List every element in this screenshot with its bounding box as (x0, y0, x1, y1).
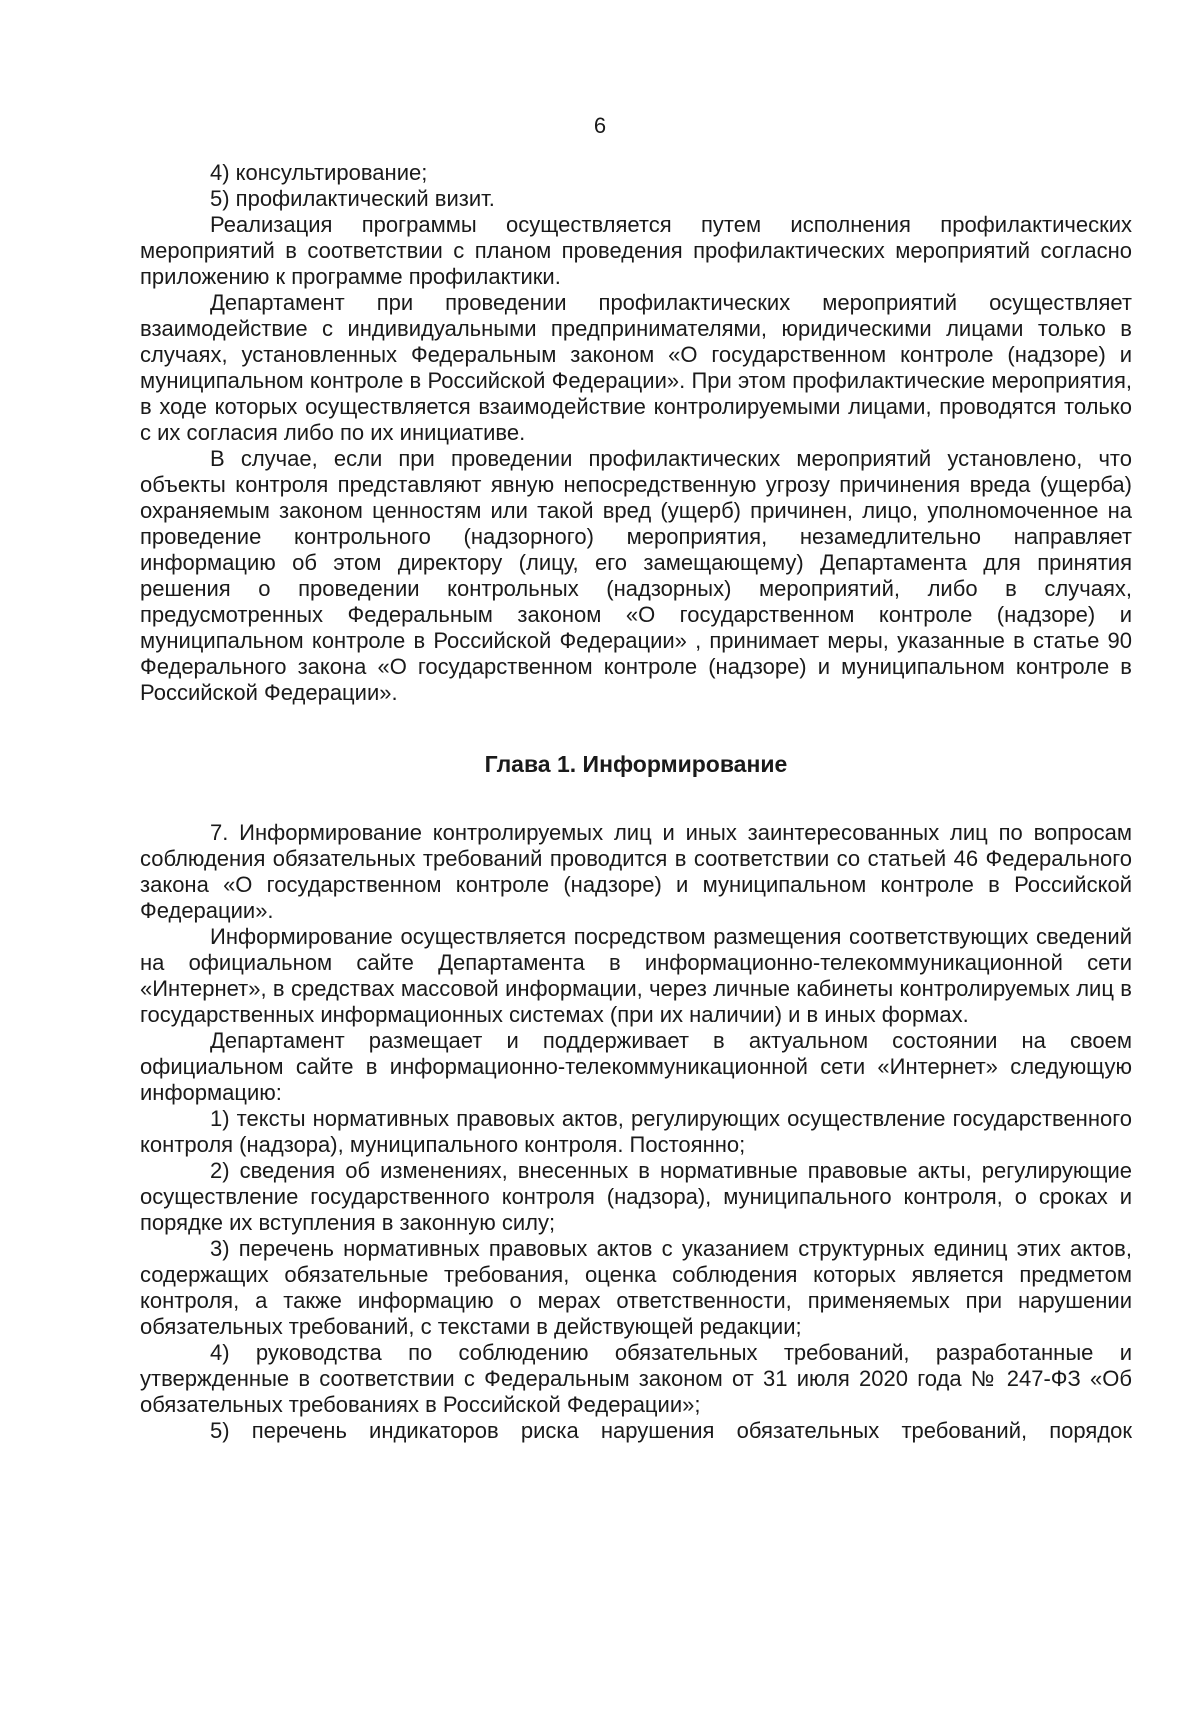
chapter-list-item: 5) перечень индикаторов риска нарушения обязательных требований, порядок (210, 1418, 1132, 1443)
document-body (140, 160, 1132, 1444)
intro-paragraph: Департамент при проведении профилактических мероприятий осуществляет взаимодействие с индивидуальными предпринимателями, юридическими лицами только в случаях, установленных Федеральным законом «О государственном контроле (надзоре) и муниципальном контроле в Российской Федерации». При этом профилактические мероприятия, в ходе которых осуществляется взаимодействие контролируемыми лицами, проводятся только с их согласия либо по их инициативе. (140, 290, 1132, 445)
chapter-title: Глава 1. Информирование (484, 751, 788, 777)
page-number: 6 (593, 113, 607, 138)
chapter-list-item: 1) тексты нормативных правовых актов, регулирующих осуществление государственного контроля (надзора), муниципального контроля. Постоянно; (140, 1106, 1132, 1157)
chapter-list-item: 4) руководства по соблюдению обязательных требований, разработанные и утвержденные в соответствии с Федеральным законом от 31 июля 2020 года № 247-ФЗ «Об обязательных требованиях в Российской Федерации»; (140, 1340, 1132, 1417)
intro-paragraph: В случае, если при проведении профилактических мероприятий установлено, что объекты контроля представляют явную непосредственную угрозу причинения вреда (ущерба) охраняемым законом ценностям или такой вред (ущерб) причинен, лицо, уполномоченное на проведение контрольного (надзорного) мероприятия, незамедлительно направляет информацию об этом директору (лицу, его замещающему) Департамента для принятия решения о проведении контрольных (надзорных) мероприятий, либо в случаях, предусмотренных Федеральным законом «О государственном контроле (надзоре) и муниципальном контроле в Российской Федерации» , принимает меры, указанные в статье 90 Федерального закона «О государственном контроле (надзоре) и муниципальном контроле в Российской Федерации». (140, 446, 1132, 705)
intro-list-item: 5) профилактический визит. (210, 186, 495, 211)
chapter-list-item: 3) перечень нормативных правовых актов с указанием структурных единиц этих актов, содержащих обязательные требования, оценка соблюдения которых является предметом контроля, а также информацию о мерах ответственности, применяемых при нарушении обязательных требований, с текстами в действующей редакции; (140, 1236, 1132, 1339)
chapter-list-item: 2) сведения об изменениях, внесенных в нормативные правовые акты, регулирующие осуществление государственного контроля (надзора), муниципального контроля, о сроках и порядке их вступления в законную силу; (140, 1158, 1132, 1235)
intro-list-item: 4) консультирование; (210, 160, 428, 185)
intro-paragraph: Реализация программы осуществляется путем исполнения профилактических мероприятий в соответствии с планом проведения профилактических мероприятий согласно приложению к программе профилактики. (140, 212, 1132, 289)
chapter-paragraph: Департамент размещает и поддерживает в актуальном состоянии на своем официальном сайте в информационно-телекоммуникационной сети «Интернет» следующую информацию: (140, 1028, 1132, 1105)
chapter-paragraph: 7. Информирование контролируемых лиц и иных заинтересованных лиц по вопросам соблюдения обязательных требований проводится в соответствии со статьей 46 Федерального закона «О государственном контроле (надзоре) и муниципальном контроле в Российской Федерации». (140, 820, 1132, 923)
chapter-paragraph: Информирование осуществляется посредством размещения соответствующих сведений на официальном сайте Департамента в информационно-телекоммуникационной сети «Интернет», в средствах массовой информации, через личные кабинеты контролируемых лиц в государственных информационных системах (при их наличии) и в иных формах. (140, 924, 1132, 1027)
